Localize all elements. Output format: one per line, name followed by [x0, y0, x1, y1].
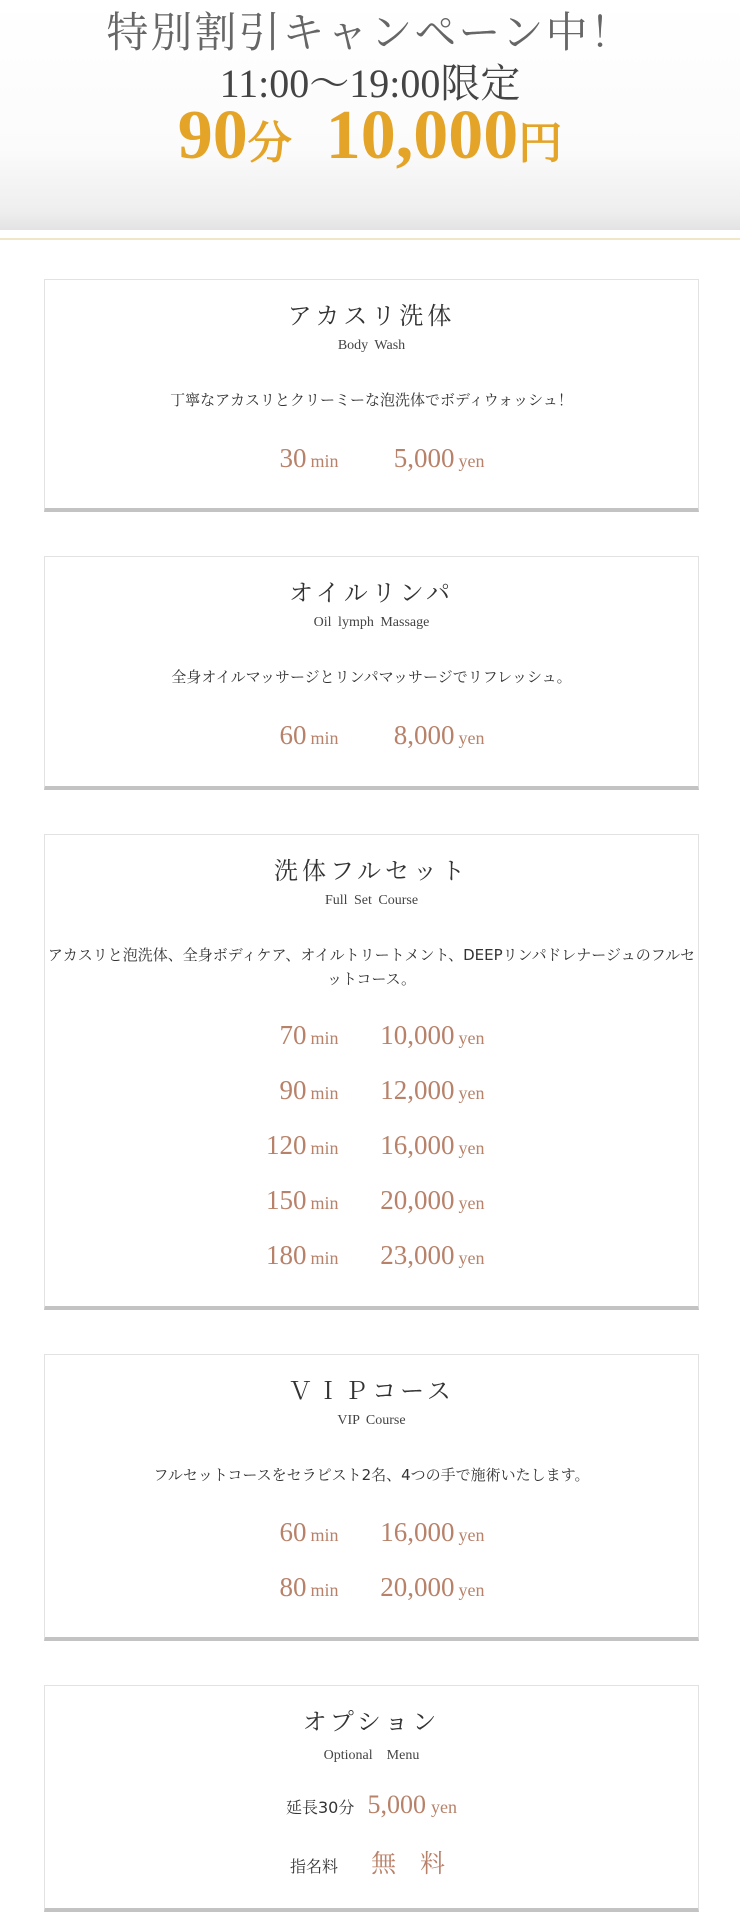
card-title: オプション: [302, 1708, 441, 1736]
price-row: [45, 1240, 698, 1271]
menu-card-options: [44, 1685, 699, 1912]
price-value: 12,000: [380, 1075, 455, 1105]
yen-label: yen: [458, 1525, 485, 1545]
price-value: 20,000: [380, 1572, 455, 1602]
option-nomination-row: [45, 1844, 698, 1880]
card-subtitle: Full Set Course: [324, 893, 419, 908]
yen-label: yen: [458, 451, 485, 471]
min-label: min: [310, 1083, 339, 1103]
card-subtitle: VIP Course: [337, 1413, 406, 1428]
campaign-price-value: 10,000: [325, 97, 519, 174]
card-subtitle: Body Wash: [337, 338, 406, 353]
price-row: [45, 443, 698, 474]
card-description: フルセットコースをセラピスト2名、4つの手で施術いたします。: [153, 1466, 590, 1484]
campaign-price: [0, 96, 740, 176]
yen-label: yen: [458, 728, 485, 748]
yen-label: yen: [458, 1193, 485, 1213]
option-extension-row: [45, 1790, 698, 1820]
yen-label: yen: [458, 1580, 485, 1600]
min-label: min: [310, 1525, 339, 1545]
duration-value: 30: [279, 443, 307, 473]
card-title: アカスリ洗体: [287, 302, 456, 330]
price-row: [45, 1185, 698, 1216]
card-title: オイルリンパ: [288, 579, 455, 607]
extension-unit: yen: [431, 1797, 458, 1817]
yen-label: yen: [458, 1138, 485, 1158]
min-label: min: [310, 451, 339, 471]
price-row: [45, 1517, 698, 1548]
min-label: min: [310, 1580, 339, 1600]
min-label: min: [310, 1138, 339, 1158]
min-label: min: [310, 1193, 339, 1213]
card-subtitle: Optional Menu: [323, 1748, 420, 1763]
card-description: 丁寧なアカスリとクリーミーな泡洗体でボディウォッシュ！: [170, 391, 573, 409]
card-description: アカスリと泡洗体、全身ボディケア、オイルトリートメント、DEEPリンパドレナージュのフルセットコース。: [47, 946, 696, 988]
campaign-title: 特別割引キャンペーン中！: [106, 8, 634, 57]
duration-value: 80: [279, 1572, 307, 1602]
nomination-value: 無 料: [371, 1849, 454, 1878]
price-value: 5,000: [393, 443, 455, 473]
campaign-duration: 90: [177, 97, 248, 174]
card-title: ＶＩＰコース: [288, 1377, 455, 1405]
min-label: min: [310, 728, 339, 748]
price-value: 16,000: [380, 1130, 455, 1160]
duration-value: 180: [265, 1240, 307, 1270]
banner-divider: [0, 238, 740, 240]
nomination-label: 指名料: [289, 1857, 338, 1876]
price-row: [45, 1130, 698, 1161]
duration-value: 60: [279, 720, 307, 750]
campaign-banner: [0, 0, 740, 230]
price-row: [45, 1020, 698, 1051]
price-row: [45, 1572, 698, 1603]
extension-price: 5,000: [367, 1790, 426, 1819]
duration-value: 60: [279, 1517, 307, 1547]
yen-label: yen: [458, 1248, 485, 1268]
price-value: 16,000: [380, 1517, 455, 1547]
min-label: min: [310, 1028, 339, 1048]
yen-label: yen: [458, 1083, 485, 1103]
menu-card-oil-lymph: [44, 556, 699, 790]
campaign-duration-unit: 分: [247, 118, 292, 169]
menu-card-full-set: [44, 834, 699, 1310]
duration-value: 90: [279, 1075, 307, 1105]
price-value: 8,000: [393, 720, 455, 750]
min-label: min: [310, 1248, 339, 1268]
price-value: 10,000: [380, 1020, 455, 1050]
menu-card-body-wash: [44, 279, 699, 512]
campaign-hours: 11:00〜19:00限定: [219, 61, 521, 106]
duration-value: 150: [265, 1185, 307, 1215]
price-value: 20,000: [380, 1185, 455, 1215]
price-value: 23,000: [380, 1240, 455, 1270]
extension-label: 延長30分: [285, 1798, 355, 1817]
card-description: 全身オイルマッサージとリンパマッサージでリフレッシュ。: [171, 668, 572, 686]
card-subtitle: Oil lymph Massage: [313, 615, 430, 630]
menu-card-vip: [44, 1354, 699, 1641]
price-row: [45, 1075, 698, 1106]
duration-value: 120: [265, 1130, 307, 1160]
price-row: [45, 720, 698, 751]
campaign-price-unit: 円: [518, 118, 563, 169]
duration-value: 70: [279, 1020, 307, 1050]
yen-label: yen: [458, 1028, 485, 1048]
card-title: 洗体フルセット: [273, 857, 470, 885]
